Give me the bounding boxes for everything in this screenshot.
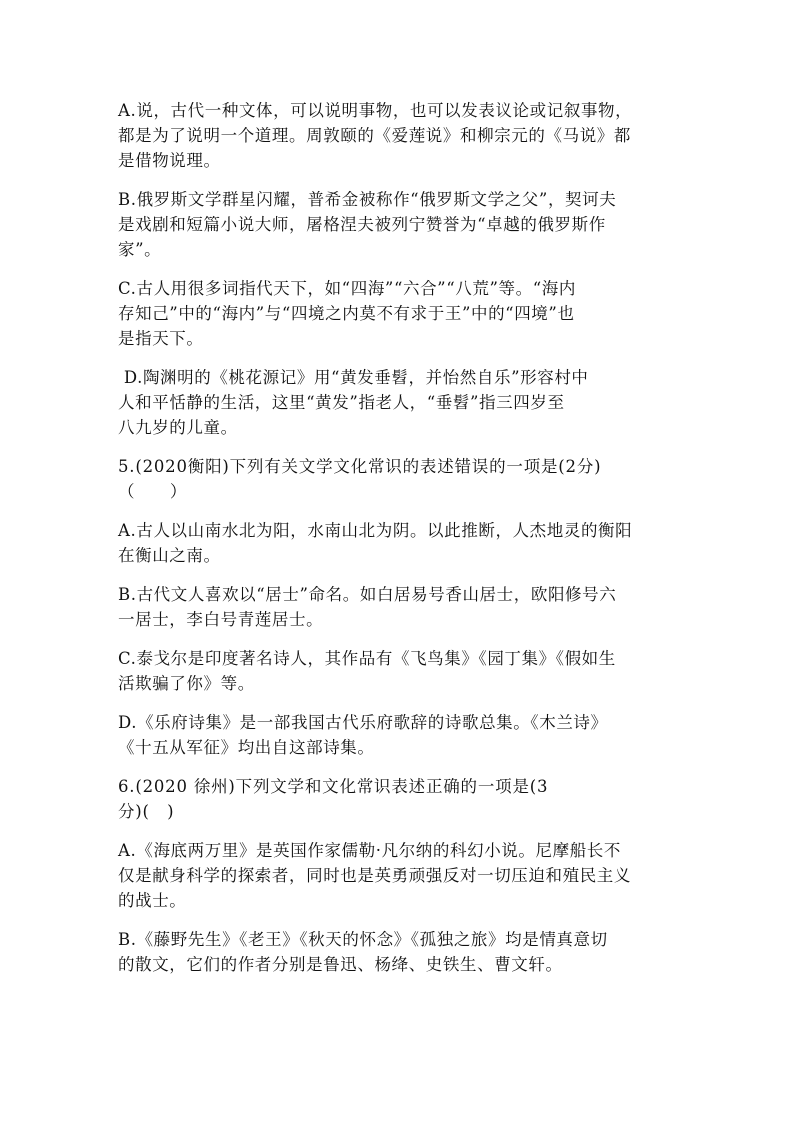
answer-option — [118, 646, 678, 696]
text-line: 是指天下。 — [118, 329, 204, 348]
text-line: B.古代文人喜欢以“居士”命名。如白居易号香山居士，欧阳修号六 — [118, 585, 617, 604]
text-line: （ ） — [118, 482, 188, 501]
text-line: 人和平恬静的生活，这里“黄发”指老人，“垂髫”指三四岁至 — [118, 393, 565, 412]
document-page — [118, 98, 678, 991]
text-line: 八九岁的儿童。 — [118, 418, 238, 437]
text-line: A.说，古代一种文体，可以说明事物，也可以发表议论或记叙事物， — [118, 101, 633, 120]
text-line: 存知己”中的“海内”与“四境之内莫不有求于王”中的“四境”也 — [118, 304, 575, 323]
answer-option — [118, 927, 678, 977]
text-line: 分)( ) — [118, 802, 175, 821]
answer-option — [118, 838, 678, 913]
answer-option — [118, 582, 678, 632]
text-line: D.《乐府诗集》是一部我国古代乐府歌辞的诗歌总集。《木兰诗》 — [118, 713, 608, 732]
answer-option — [118, 518, 678, 568]
text-line: 都是为了说明一个道理。周敦颐的《爱莲说》和柳宗元的《马说》都 — [118, 126, 631, 145]
answer-option — [118, 187, 678, 262]
text-line: 是借物说理。 — [118, 151, 221, 170]
text-line: A.古人以山南水北为阳，水南山北为阴。以此推断，人杰地灵的衡阳 — [118, 521, 633, 540]
text-line: 的散文，它们的作者分别是鲁迅、杨绛、史铁生、曹文轩。 — [118, 955, 563, 974]
text-line: D.陶渊明的《桃花源记》用“黄发垂髫，并怡然自乐”形容村中 — [118, 368, 589, 387]
text-line: 家”。 — [118, 240, 162, 259]
text-line: 的战士。 — [118, 891, 187, 910]
text-line: 《十五从军征》均出自这部诗集。 — [118, 738, 375, 757]
text-line: 是戏剧和短篇小说大师，屠格涅夫被列宁赞誉为“卓越的俄罗斯作 — [118, 215, 606, 234]
text-line: 仅是献身科学的探索者，同时也是英勇顽强反对一切压迫和殖民主义 — [118, 866, 631, 885]
text-line: A.《海底两万里》是英国作家儒勒·凡尔纳的科幻小说。尼摩船长不 — [118, 841, 622, 860]
text-line: 6.(2020 徐州)下列文学和文化常识表述正确的一项是(3 — [118, 777, 549, 796]
question-stem — [118, 454, 678, 504]
answer-option — [118, 710, 678, 760]
text-line: 一居士，李白号青莲居士。 — [118, 610, 324, 629]
question-stem — [118, 774, 678, 824]
answer-option — [118, 276, 678, 351]
answer-option — [118, 365, 678, 440]
text-line: B.《藤野先生》《老王》《秋天的怀念》《孤独之旅》均是情真意切 — [118, 930, 608, 949]
text-line: B.俄罗斯文学群星闪耀，普希金被称作“俄罗斯文学之父”，契诃夫 — [118, 190, 617, 209]
text-line: 活欺骗了你》等。 — [118, 674, 255, 693]
text-line: C.泰戈尔是印度著名诗人，其作品有《飞鸟集》《园丁集》《假如生 — [118, 649, 616, 668]
text-line: C.古人用很多词指代天下，如“四海”“六合”“八荒”等。“海内 — [118, 279, 576, 298]
text-line: 5.(2020衡阳)下列有关文学文化常识的表述错误的一项是(2分) — [118, 457, 602, 476]
text-line: 在衡山之南。 — [118, 546, 221, 565]
answer-option — [118, 98, 678, 173]
